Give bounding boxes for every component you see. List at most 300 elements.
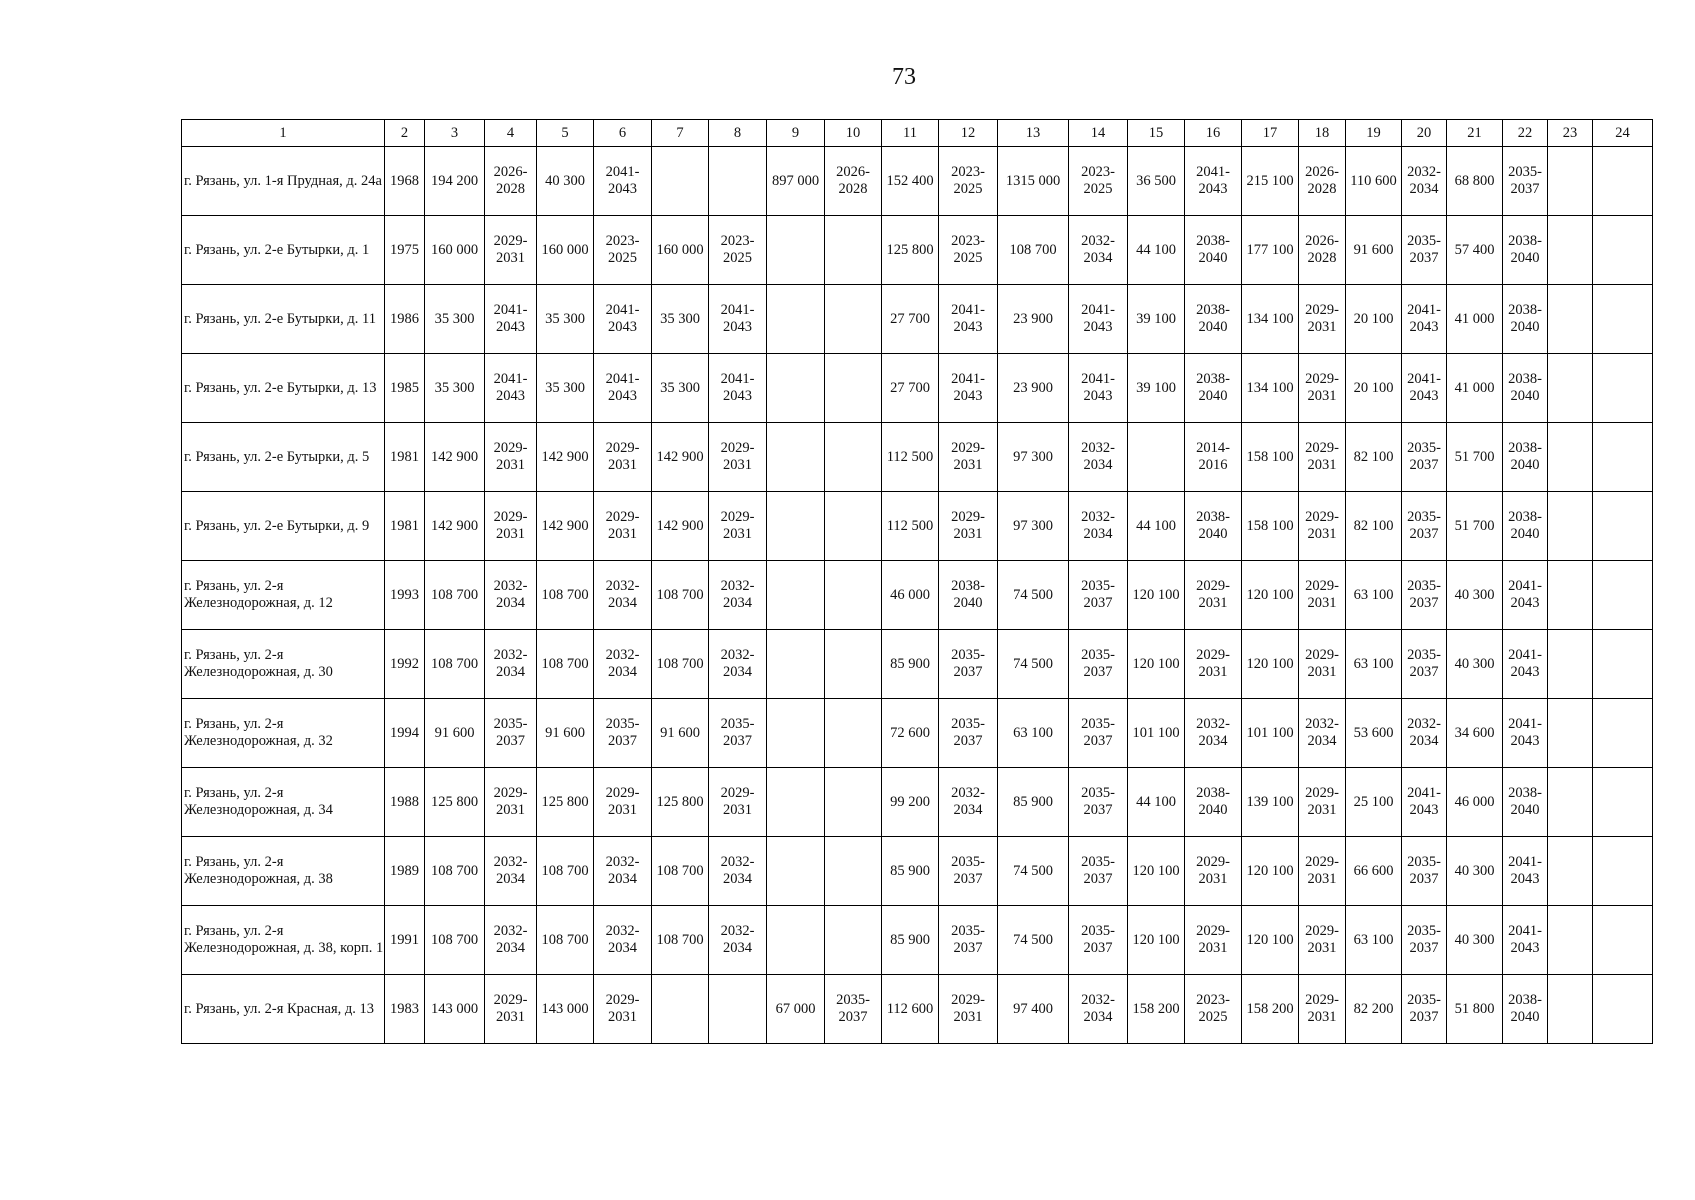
address-cell: г. Рязань, ул. 2-е Бутырки, д. 9: [182, 492, 385, 561]
column-number-14: 14: [1069, 120, 1128, 147]
table-cell: 82 100: [1346, 423, 1402, 492]
table-cell: [825, 492, 882, 561]
year-cell: 1968: [385, 147, 425, 216]
table-cell: [1548, 216, 1593, 285]
table-cell: 2032-2034: [594, 630, 652, 699]
column-number-6: 6: [594, 120, 652, 147]
table-cell: 2029-2031: [485, 768, 537, 837]
table-cell: 2029-2031: [939, 975, 998, 1044]
table-cell: 2026-2028: [825, 147, 882, 216]
table-cell: 108 700: [425, 630, 485, 699]
table-cell: 2041-2043: [1503, 699, 1548, 768]
table-cell: 142 900: [652, 492, 709, 561]
table-cell: 2023-2025: [709, 216, 767, 285]
table-cell: 40 300: [1447, 837, 1503, 906]
table-cell: 2041-2043: [1069, 285, 1128, 354]
table-cell: 51 700: [1447, 492, 1503, 561]
table-cell: [1548, 699, 1593, 768]
table-row: [182, 630, 1653, 699]
table-cell: 2029-2031: [1185, 561, 1242, 630]
table-cell: 97 300: [998, 423, 1069, 492]
table-cell: 215 100: [1242, 147, 1299, 216]
table-cell: 66 600: [1346, 837, 1402, 906]
table-cell: 85 900: [882, 906, 939, 975]
table-cell: 51 700: [1447, 423, 1503, 492]
table-row: [182, 768, 1653, 837]
year-cell: 1975: [385, 216, 425, 285]
table-cell: [1548, 492, 1593, 561]
table-cell: 2038-2040: [1503, 285, 1548, 354]
address-cell: г. Рязань, ул. 2-я Красная, д. 13: [182, 975, 385, 1044]
table-cell: 2029-2031: [1185, 837, 1242, 906]
table-cell: 2029-2031: [709, 492, 767, 561]
table-cell: 44 100: [1128, 492, 1185, 561]
table-cell: [1548, 354, 1593, 423]
table-cell: 2023-2025: [1069, 147, 1128, 216]
table-cell: 2032-2034: [709, 837, 767, 906]
year-cell: 1981: [385, 423, 425, 492]
table-cell: 63 100: [1346, 561, 1402, 630]
table-cell: 2041-2043: [1402, 285, 1447, 354]
table-cell: [1593, 216, 1653, 285]
table-cell: 35 300: [652, 354, 709, 423]
column-number-7: 7: [652, 120, 709, 147]
table-cell: 158 200: [1242, 975, 1299, 1044]
table-cell: 2023-2025: [939, 216, 998, 285]
table-cell: 2041-2043: [939, 354, 998, 423]
table-cell: 2029-2031: [1299, 354, 1346, 423]
table-cell: 97 300: [998, 492, 1069, 561]
table-cell: 2041-2043: [1402, 768, 1447, 837]
table-cell: 120 100: [1128, 561, 1185, 630]
table-cell: 108 700: [537, 906, 594, 975]
table-cell: 27 700: [882, 285, 939, 354]
column-number-18: 18: [1299, 120, 1346, 147]
table-cell: 2029-2031: [485, 423, 537, 492]
table-row: [182, 561, 1653, 630]
table-cell: 101 100: [1128, 699, 1185, 768]
table-row: [182, 423, 1653, 492]
table-cell: 2029-2031: [1185, 630, 1242, 699]
table-cell: 2029-2031: [1299, 837, 1346, 906]
table-cell: 2041-2043: [1503, 561, 1548, 630]
table-cell: [1548, 837, 1593, 906]
table-cell: 2029-2031: [1299, 285, 1346, 354]
table-cell: 68 800: [1447, 147, 1503, 216]
year-cell: 1991: [385, 906, 425, 975]
table-cell: [1548, 423, 1593, 492]
table-cell: 2032-2034: [594, 906, 652, 975]
table-cell: 108 700: [537, 630, 594, 699]
table-cell: 142 900: [537, 423, 594, 492]
table-cell: 2029-2031: [594, 975, 652, 1044]
table-cell: 35 300: [537, 354, 594, 423]
table-row: [182, 699, 1653, 768]
table-cell: 2038-2040: [1503, 768, 1548, 837]
table-cell: 2038-2040: [1185, 492, 1242, 561]
table-cell: [652, 975, 709, 1044]
table-cell: 35 300: [425, 285, 485, 354]
table-cell: 120 100: [1242, 561, 1299, 630]
table-cell: [652, 147, 709, 216]
address-cell: г. Рязань, ул. 2-е Бутырки, д. 5: [182, 423, 385, 492]
table-cell: 40 300: [1447, 630, 1503, 699]
column-number-13: 13: [998, 120, 1069, 147]
table-cell: 97 400: [998, 975, 1069, 1044]
table-cell: [1548, 561, 1593, 630]
address-cell: г. Рязань, ул. 2-е Бутырки, д. 1: [182, 216, 385, 285]
column-number-1: 1: [182, 120, 385, 147]
table-cell: [1593, 147, 1653, 216]
table-cell: 2035-2037: [1402, 975, 1447, 1044]
table-cell: 160 000: [425, 216, 485, 285]
table-cell: 74 500: [998, 906, 1069, 975]
table-cell: 143 000: [537, 975, 594, 1044]
table-cell: 2032-2034: [709, 630, 767, 699]
table-cell: 2029-2031: [939, 492, 998, 561]
table-cell: [1548, 906, 1593, 975]
table-cell: 120 100: [1242, 906, 1299, 975]
table-cell: [1548, 630, 1593, 699]
table-cell: 2029-2031: [1185, 906, 1242, 975]
table-cell: [825, 630, 882, 699]
table-cell: 2038-2040: [1185, 216, 1242, 285]
table-cell: 20 100: [1346, 285, 1402, 354]
table-cell: 57 400: [1447, 216, 1503, 285]
table-cell: 2029-2031: [1299, 630, 1346, 699]
table-cell: 74 500: [998, 561, 1069, 630]
table-cell: [825, 423, 882, 492]
column-number-12: 12: [939, 120, 998, 147]
table-cell: [1548, 768, 1593, 837]
table-cell: 91 600: [537, 699, 594, 768]
table-cell: 108 700: [425, 837, 485, 906]
table-cell: 2029-2031: [594, 492, 652, 561]
table-cell: [709, 147, 767, 216]
table-cell: [1548, 147, 1593, 216]
table-cell: [767, 285, 825, 354]
table-cell: 39 100: [1128, 285, 1185, 354]
table-cell: 112 500: [882, 423, 939, 492]
table-cell: 63 100: [1346, 630, 1402, 699]
table-cell: 40 300: [537, 147, 594, 216]
table-cell: 125 800: [425, 768, 485, 837]
table-cell: 2032-2034: [1069, 216, 1128, 285]
table-cell: 2032-2034: [1299, 699, 1346, 768]
table-cell: 2035-2037: [1069, 561, 1128, 630]
table-cell: [1593, 837, 1653, 906]
table-cell: 35 300: [537, 285, 594, 354]
table-cell: 2032-2034: [1069, 975, 1128, 1044]
table-cell: 2041-2043: [709, 285, 767, 354]
table-cell: 110 600: [1346, 147, 1402, 216]
year-cell: 1992: [385, 630, 425, 699]
table-cell: 2041-2043: [1503, 837, 1548, 906]
table-cell: [767, 354, 825, 423]
table-cell: 2023-2025: [1185, 975, 1242, 1044]
address-cell: г. Рязань, ул. 2-я Железнодорожная, д. 38, корп. 1: [182, 906, 385, 975]
table-cell: 51 800: [1447, 975, 1503, 1044]
table-cell: 2035-2037: [1069, 630, 1128, 699]
table-cell: [1593, 285, 1653, 354]
table-cell: 160 000: [537, 216, 594, 285]
table-cell: 2041-2043: [485, 354, 537, 423]
table-cell: 142 900: [425, 423, 485, 492]
table-cell: 2032-2034: [1402, 147, 1447, 216]
table-row: [182, 906, 1653, 975]
table-cell: 142 900: [537, 492, 594, 561]
table-cell: 2035-2037: [1402, 906, 1447, 975]
table-cell: 101 100: [1242, 699, 1299, 768]
table-cell: 20 100: [1346, 354, 1402, 423]
table-cell: 2041-2043: [594, 147, 652, 216]
table-cell: 40 300: [1447, 906, 1503, 975]
table-cell: 2032-2034: [939, 768, 998, 837]
table-cell: 2029-2031: [594, 423, 652, 492]
table-cell: [1593, 423, 1653, 492]
table-cell: 67 000: [767, 975, 825, 1044]
table-cell: [825, 906, 882, 975]
table-cell: 2035-2037: [1402, 423, 1447, 492]
table-cell: 2041-2043: [1185, 147, 1242, 216]
table-cell: 40 300: [1447, 561, 1503, 630]
table-cell: 194 200: [425, 147, 485, 216]
year-cell: 1994: [385, 699, 425, 768]
table-cell: 74 500: [998, 837, 1069, 906]
table-cell: 2038-2040: [1185, 354, 1242, 423]
table-cell: [767, 561, 825, 630]
address-cell: г. Рязань, ул. 2-я Железнодорожная, д. 38: [182, 837, 385, 906]
table-row: [182, 837, 1653, 906]
column-number-4: 4: [485, 120, 537, 147]
table-cell: [825, 837, 882, 906]
table-cell: 108 700: [652, 630, 709, 699]
table-cell: 39 100: [1128, 354, 1185, 423]
column-number-23: 23: [1548, 120, 1593, 147]
table-cell: 2029-2031: [1299, 492, 1346, 561]
table-cell: 41 000: [1447, 285, 1503, 354]
table-cell: 25 100: [1346, 768, 1402, 837]
table-cell: [767, 423, 825, 492]
column-number-11: 11: [882, 120, 939, 147]
table-cell: [1593, 354, 1653, 423]
table-cell: 112 600: [882, 975, 939, 1044]
table-cell: 85 900: [882, 837, 939, 906]
table-cell: [825, 216, 882, 285]
table-cell: 2038-2040: [1503, 216, 1548, 285]
table-cell: 85 900: [998, 768, 1069, 837]
table-cell: 177 100: [1242, 216, 1299, 285]
table-cell: 125 800: [652, 768, 709, 837]
table-cell: [825, 354, 882, 423]
table-cell: 152 400: [882, 147, 939, 216]
table-cell: 108 700: [652, 837, 709, 906]
table-cell: 112 500: [882, 492, 939, 561]
table-cell: 46 000: [1447, 768, 1503, 837]
table-cell: 2038-2040: [1503, 354, 1548, 423]
table-cell: 2038-2040: [1503, 492, 1548, 561]
table-cell: 27 700: [882, 354, 939, 423]
table-cell: 74 500: [998, 630, 1069, 699]
table-cell: 46 000: [882, 561, 939, 630]
table-cell: 160 000: [652, 216, 709, 285]
table-cell: 2038-2040: [1503, 975, 1548, 1044]
table-cell: 23 900: [998, 354, 1069, 423]
table-cell: 2032-2034: [485, 906, 537, 975]
table-cell: 2026-2028: [1299, 216, 1346, 285]
table-cell: 2038-2040: [1185, 285, 1242, 354]
column-number-9: 9: [767, 120, 825, 147]
table-cell: 2041-2043: [1503, 630, 1548, 699]
table-cell: 108 700: [425, 906, 485, 975]
table-cell: 108 700: [537, 561, 594, 630]
table-cell: 2035-2037: [1402, 630, 1447, 699]
column-number-10: 10: [825, 120, 882, 147]
table-cell: 2029-2031: [485, 216, 537, 285]
table-cell: [1593, 492, 1653, 561]
table-cell: 91 600: [652, 699, 709, 768]
table-row: [182, 975, 1653, 1044]
year-cell: 1988: [385, 768, 425, 837]
table-row: [182, 285, 1653, 354]
address-cell: г. Рязань, ул. 2-я Железнодорожная, д. 30: [182, 630, 385, 699]
table-cell: 99 200: [882, 768, 939, 837]
table-cell: 1315 000: [998, 147, 1069, 216]
table-cell: [1593, 768, 1653, 837]
table-cell: [767, 906, 825, 975]
table-cell: 2029-2031: [1299, 561, 1346, 630]
table-cell: 108 700: [652, 561, 709, 630]
table-cell: 2041-2043: [485, 285, 537, 354]
table-cell: 143 000: [425, 975, 485, 1044]
table-row: [182, 354, 1653, 423]
table-cell: [767, 768, 825, 837]
table-cell: 142 900: [652, 423, 709, 492]
table-cell: 125 800: [537, 768, 594, 837]
table-cell: 2029-2031: [939, 423, 998, 492]
table-cell: 2038-2040: [1503, 423, 1548, 492]
table-cell: 2041-2043: [1402, 354, 1447, 423]
table-cell: 2026-2028: [485, 147, 537, 216]
column-number-16: 16: [1185, 120, 1242, 147]
year-cell: 1986: [385, 285, 425, 354]
table-cell: 2035-2037: [709, 699, 767, 768]
table-cell: 2035-2037: [1402, 837, 1447, 906]
table-cell: 2023-2025: [594, 216, 652, 285]
table-cell: 2035-2037: [939, 699, 998, 768]
column-number-22: 22: [1503, 120, 1548, 147]
address-cell: г. Рязань, ул. 1-я Прудная, д. 24а: [182, 147, 385, 216]
table-cell: 120 100: [1242, 630, 1299, 699]
table-cell: [1593, 699, 1653, 768]
table-cell: 2041-2043: [594, 285, 652, 354]
table-cell: 44 100: [1128, 768, 1185, 837]
table-cell: 2029-2031: [485, 492, 537, 561]
table-cell: 2023-2025: [939, 147, 998, 216]
year-cell: 1989: [385, 837, 425, 906]
address-cell: г. Рязань, ул. 2-е Бутырки, д. 11: [182, 285, 385, 354]
table-cell: 2032-2034: [1402, 699, 1447, 768]
table-cell: 2035-2037: [1069, 837, 1128, 906]
table-cell: 120 100: [1128, 630, 1185, 699]
column-number-row: [182, 120, 1653, 147]
table-cell: 23 900: [998, 285, 1069, 354]
table-cell: 2032-2034: [594, 837, 652, 906]
table-row: [182, 147, 1653, 216]
table-cell: 2041-2043: [939, 285, 998, 354]
table-cell: [1548, 285, 1593, 354]
table-cell: [1593, 561, 1653, 630]
table-cell: 2035-2037: [594, 699, 652, 768]
table-cell: 2029-2031: [1299, 768, 1346, 837]
column-number-17: 17: [1242, 120, 1299, 147]
table-cell: 2032-2034: [1069, 492, 1128, 561]
table-cell: 63 100: [1346, 906, 1402, 975]
table-cell: 34 600: [1447, 699, 1503, 768]
table-row: [182, 216, 1653, 285]
table-cell: [1593, 630, 1653, 699]
table-cell: 134 100: [1242, 285, 1299, 354]
table-cell: 2032-2034: [485, 837, 537, 906]
table-cell: 158 100: [1242, 492, 1299, 561]
table-cell: 108 700: [998, 216, 1069, 285]
table-cell: [825, 285, 882, 354]
table-cell: 2029-2031: [709, 768, 767, 837]
table-cell: 2029-2031: [1299, 423, 1346, 492]
table-cell: 108 700: [425, 561, 485, 630]
table-cell: 2026-2028: [1299, 147, 1346, 216]
table-cell: 2035-2037: [939, 906, 998, 975]
table-cell: [767, 492, 825, 561]
table-cell: 158 200: [1128, 975, 1185, 1044]
year-cell: 1993: [385, 561, 425, 630]
address-cell: г. Рязань, ул. 2-я Железнодорожная, д. 12: [182, 561, 385, 630]
table-cell: [1128, 423, 1185, 492]
table-cell: 2032-2034: [709, 561, 767, 630]
table-cell: 82 200: [1346, 975, 1402, 1044]
address-cell: г. Рязань, ул. 2-е Бутырки, д. 13: [182, 354, 385, 423]
table-cell: 125 800: [882, 216, 939, 285]
table-cell: 2041-2043: [1069, 354, 1128, 423]
table-cell: 2038-2040: [939, 561, 998, 630]
table-cell: 158 100: [1242, 423, 1299, 492]
table-cell: 120 100: [1242, 837, 1299, 906]
table-cell: 2032-2034: [485, 561, 537, 630]
table-cell: 2035-2037: [485, 699, 537, 768]
table-cell: 2035-2037: [825, 975, 882, 1044]
table-cell: 2032-2034: [709, 906, 767, 975]
capital-repair-table: [181, 119, 1653, 1044]
table-cell: 41 000: [1447, 354, 1503, 423]
table-cell: 53 600: [1346, 699, 1402, 768]
table-cell: 2038-2040: [1185, 768, 1242, 837]
table-cell: 2035-2037: [939, 837, 998, 906]
table-cell: 2035-2037: [939, 630, 998, 699]
table-cell: 2032-2034: [594, 561, 652, 630]
table-cell: 72 600: [882, 699, 939, 768]
table-cell: [767, 630, 825, 699]
table-cell: 35 300: [425, 354, 485, 423]
page-number: 73: [892, 64, 916, 90]
table-cell: 897 000: [767, 147, 825, 216]
table-cell: 2041-2043: [709, 354, 767, 423]
column-number-20: 20: [1402, 120, 1447, 147]
table-cell: 2035-2037: [1402, 561, 1447, 630]
table-cell: 2029-2031: [594, 768, 652, 837]
table-cell: 36 500: [1128, 147, 1185, 216]
column-number-2: 2: [385, 120, 425, 147]
table-cell: 120 100: [1128, 906, 1185, 975]
